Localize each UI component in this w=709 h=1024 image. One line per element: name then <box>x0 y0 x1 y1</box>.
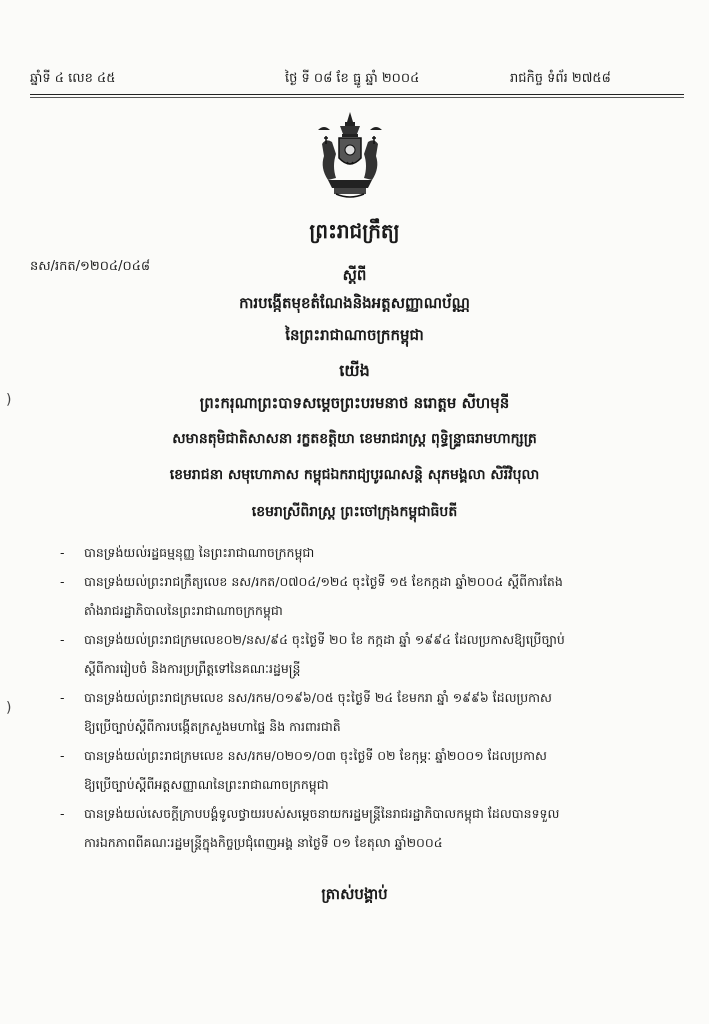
item-line: តាំងរាជរដ្ឋាភិបាលនៃព្រះរាជាណាចក្រកម្ពុជា <box>84 603 283 618</box>
item-line: ស្តីពីការរៀបចំ និងការប្រព្រឹត្តទៅនៃគណៈរដ្ឋមន្ត្រី <box>84 661 301 676</box>
king-title-line-4: ខេមរាស្រីពិរាស្ត្រ ព្រះចៅក្រុងកម្ពុជាធិបតី <box>251 504 458 520</box>
list-item <box>60 625 660 683</box>
item-line: បានទ្រង់យល់សេចក្តីក្រាបបង្គំទូលថ្វាយរបស់សម្តេចនាយករដ្ឋមន្ត្រីនៃរាជរដ្ឋាភិបាលកម្ពុជា ដែលបានទទួល <box>84 806 560 821</box>
considerations-list <box>60 538 660 857</box>
item-line: ការឯកភាពពីគណៈរដ្ឋមន្ត្រីក្នុងកិច្ចប្រជុំពេញអង្គ នាថ្ងៃទី ០១ ខែតុលា ឆ្នាំ២០០៤ <box>84 835 443 850</box>
gazette-page: រាជកិច្ច ទំព័រ ២៧៥៨ <box>510 71 611 86</box>
bullet-dash: - <box>60 545 65 560</box>
sdei-label: ស្តីពី <box>342 266 367 284</box>
issue-date: ថ្ងៃ ទី ០៨ ខែ ធ្នូ ឆ្នាំ ២០០៤ <box>285 71 420 86</box>
yeung-label: យើង <box>339 361 370 380</box>
issue-number: ឆ្នាំទី ៤ លេខ ៤៥ <box>30 71 116 86</box>
bullet-dash: - <box>60 574 65 589</box>
item-line: បានទ្រង់យល់ព្រះរាជក្រមលេខ នស/រកម/០១៩៦/០៥ ចុះថ្ងៃទី ២៤ ខែមករា ឆ្នាំ ១៩៩៦ ដែលប្រកាស <box>84 690 552 705</box>
item-line: ឱ្យប្រើច្បាប់ស្តីពីអត្តសញ្ញាណនៃព្រះរាជាណាចក្រកម្ពុជា <box>84 777 329 792</box>
subject-line-1: ការបង្កើតមុខតំណែងនិងអត្តសញ្ញាណប័ណ្ណ <box>239 294 470 312</box>
closing-decree: ត្រាស់បង្គាប់ <box>321 885 388 903</box>
header-rule <box>30 94 684 95</box>
binder-hole-mark: ) <box>6 392 12 408</box>
list-item <box>60 567 660 625</box>
header-rule-thin <box>30 97 684 98</box>
king-title-line-3: ខេមរាជនា សមុហោភាស កម្ពុជឯករាជ្យបូរណសន្តិ សុភមង្គលា សិរីវិបុលា <box>169 467 540 483</box>
king-title: ព្រះករុណាព្រះបាទសម្តេចព្រះបរមនាថ នរោត្តម សីហមុនី <box>199 394 510 412</box>
item-line: បានទ្រង់យល់រដ្ឋធម្មនុញ្ញ នៃព្រះរាជាណាចក្រកម្ពុជា <box>84 545 315 560</box>
item-line: ឱ្យប្រើច្បាប់ស្តីពីការបង្កើតក្រសួងមហាផ្ទៃ និង ការពារជាតិ <box>84 719 341 734</box>
bullet-dash: - <box>60 748 65 763</box>
binder-hole-mark: ) <box>6 700 12 716</box>
list-item <box>60 741 660 799</box>
bullet-dash: - <box>60 690 65 705</box>
bullet-dash: - <box>60 806 65 821</box>
royal-emblem-icon <box>312 108 388 200</box>
bullet-dash: - <box>60 632 65 647</box>
list-item <box>60 538 660 567</box>
item-line: បានទ្រង់យល់ព្រះរាជក្រមលេខ០២/នស/៩៤ ចុះថ្ងៃទី ២០ ខែ កក្កដា ឆ្នាំ ១៩៩៤ ដែលប្រកាសឱ្យប្រើច្បាប់ <box>84 632 565 647</box>
item-line: បានទ្រង់យល់ព្រះរាជក្រមលេខ នស/រកម/០២០១/០៣ ចុះថ្ងៃទី ០២ ខែកុម្ភៈ ឆ្នាំ២០០១ ដែលប្រកាស <box>84 748 547 763</box>
item-line: បានទ្រង់យល់ព្រះរាជក្រឹត្យលេខ នស/រកត/០៧០៤/១២៤ ចុះថ្ងៃទី ១៥ ខែកក្កដា ឆ្នាំ២០០៤ ស្តីពីការតែង <box>84 574 563 589</box>
list-item <box>60 799 660 857</box>
reference-number: នស/រកត/១២០៤/០៤៨ <box>30 259 151 274</box>
document-title: ព្រះរាជក្រឹត្យ <box>309 219 400 243</box>
king-title-line-2: សមានតុមិជាតិសាសនា រក្ខតខត្តិយា ខេមរាជរាស្ត្រ ពុទ្ធិន្ទ្រាធរាមហាក្សត្រ <box>172 431 537 447</box>
subject-line-2: នៃព្រះរាជាណាចក្រកម្ពុជា <box>285 326 424 344</box>
list-item <box>60 683 660 741</box>
